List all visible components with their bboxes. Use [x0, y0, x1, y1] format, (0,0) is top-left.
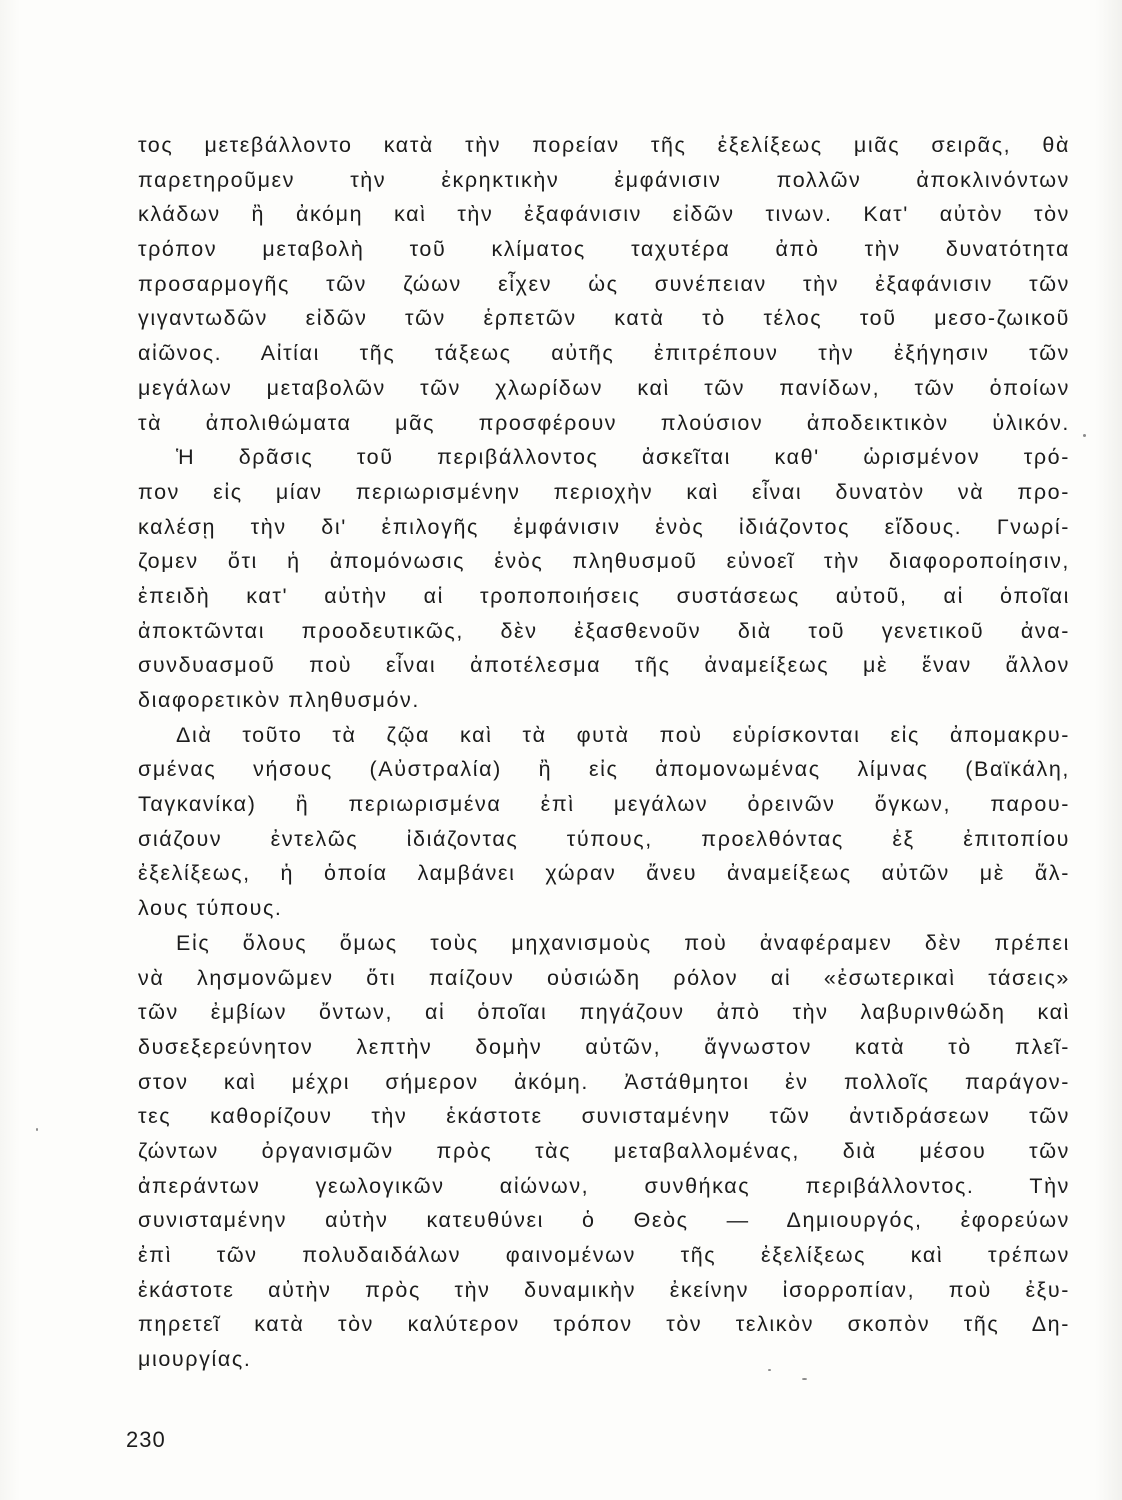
text-line: προσαρμογῆς τῶν ζώων εἶχεν ὡς συνέπειαν τὴν ἐξαφάνισιν τῶν: [138, 271, 1070, 296]
scan-speck: [768, 1369, 771, 1371]
text-line: πηρετεῖ κατὰ τὸν καλύτερον τρόπον τὸν τελικὸν σκοπὸν τῆς Δη-: [138, 1312, 1070, 1337]
scan-speck: [36, 1128, 38, 1131]
text-line: δυσεξερεύνητον λεπτὴν δομὴν αὐτῶν, ἄγνωστον κατὰ τὸ πλεῖ-: [138, 1034, 1070, 1059]
text-line: ζώντων ὀργανισμῶν πρὸς τὰς μεταβαλλομένας, διὰ μέσου τῶν: [138, 1138, 1070, 1163]
text-line: σμένας νήσους (Αὐστραλία) ἢ εἰς ἀπομονωμένας λίμνας (Βαϊκάλη,: [138, 757, 1070, 782]
paragraph-end-line: μιουργίας.: [138, 1347, 252, 1372]
text-line: αἰῶνος. Αἰτίαι τῆς τάξεως αὐτῆς ἐπιτρέπουν τὴν ἐξήγησιν τῶν: [138, 341, 1070, 366]
text-line: ἑκάστοτε αὐτὴν πρὸς τὴν δυναμικὴν ἐκείνην ἰσορροπίαν, ποὺ ἐξυ-: [138, 1277, 1070, 1302]
text-line: τῶν ἐμβίων ὄντων, αἱ ὁποῖαι πηγάζουν ἀπὸ τὴν λαβυρινθώδη καὶ: [138, 1000, 1070, 1025]
paragraph-end-line: λους τύπους.: [138, 896, 283, 921]
scan-speck: [802, 1378, 807, 1380]
text-line: κλάδων ἢ ἀκόμη καὶ τὴν ἐξαφάνισιν εἰδῶν τινων. Κατ' αὐτὸν τὸν: [138, 202, 1070, 227]
text-line: τρόπον μεταβολὴ τοῦ κλίματος ταχυτέρα ἀπὸ τὴν δυνατότητα: [138, 237, 1070, 262]
paragraph-start-line: Ἡ δρᾶσις τοῦ περιβάλλοντος ἀσκεῖται καθ' ὡρισμένον τρό-: [176, 445, 1070, 470]
body-text: [138, 128, 1070, 1377]
text-line: συνισταμένην αὐτὴν κατευθύνει ὁ Θεὸς — Δημιουργός, ἐφορεύων: [138, 1208, 1070, 1233]
text-line: ἀποκτῶνται προοδευτικῶς, δὲν ἐξασθενοῦν διὰ τοῦ γενετικοῦ ἀνα-: [138, 618, 1070, 643]
page-number: 230: [126, 1427, 166, 1452]
text-line: τες καθορίζουν τὴν ἑκάστοτε συνισταμένην τῶν ἀντιδράσεων τῶν: [138, 1104, 1070, 1129]
paragraph-start-line: Εἰς ὅλους ὅμως τοὺς μηχανισμοὺς ποὺ ἀναφέραμεν δὲν πρέπει: [176, 930, 1070, 955]
text-line: τος μετεβάλλοντο κατὰ τὴν πορείαν τῆς ἐξελίξεως μιᾶς σειρᾶς, θὰ: [138, 133, 1070, 157]
text-line: στον καὶ μέχρι σήμερον ἀκόμη. Ἀστάθμητοι ἐν πολλοῖς παράγον-: [138, 1069, 1070, 1094]
paragraph-start-line: Διὰ τοῦτο τὰ ζῷα καὶ τὰ φυτὰ ποὺ εὑρίσκονται εἰς ἀπομακρυ-: [176, 722, 1070, 747]
text-line: συνδυασμοῦ ποὺ εἶναι ἀποτέλεσμα τῆς ἀναμείξεως μὲ ἕναν ἄλλον: [138, 653, 1070, 678]
text-line: ἀπεράντων γεωλογικῶν αἰώνων, συνθήκας περιβάλλοντος. Τὴν: [138, 1173, 1070, 1198]
text-line: ἐπὶ τῶν πολυδαιδάλων φαινομένων τῆς ἐξελίξεως καὶ τρέπων: [138, 1243, 1070, 1267]
text-line: μεγάλων μεταβολῶν τῶν χλωρίδων καὶ τῶν πανίδων, τῶν ὁποίων: [138, 375, 1070, 400]
text-line: τὰ ἀπολιθώματα μᾶς προσφέρουν πλούσιον ἀποδεικτικὸν ὑλικόν.: [138, 410, 1070, 435]
text-line: γιγαντωδῶν εἰδῶν τῶν ἑρπετῶν κατὰ τὸ τέλος τοῦ μεσο-ζωικοῦ: [138, 306, 1070, 331]
text-line: καλέσῃ τὴν δι' ἐπιλογῆς ἐμφάνισιν ἑνὸς ἰδιάζοντος εἴδους. Γνωρί-: [138, 514, 1070, 539]
text-line: πον εἰς μίαν περιωρισμένην περιοχὴν καὶ εἶναι δυνατὸν νὰ προ-: [138, 479, 1070, 504]
text-line: ζομεν ὅτι ἡ ἀπομόνωσις ἑνὸς πληθυσμοῦ εὐνοεῖ τὴν διαφοροποίησιν,: [138, 549, 1070, 574]
text-line: παρετηροῦμεν τὴν ἐκρηκτικὴν ἐμφάνισιν πολλῶν ἀποκλινόντων: [138, 167, 1070, 192]
text-line: ἐξελίξεως, ἡ ὁποία λαμβάνει χώραν ἄνευ ἀναμείξεως αὐτῶν μὲ ἄλ-: [138, 861, 1070, 886]
paragraph-end-line: διαφορετικὸν πληθυσμόν.: [138, 688, 420, 712]
text-line: σιάζουν ἐντελῶς ἰδιάζοντας τύπους, προελθόντας ἐξ ἐπιτοπίου: [138, 826, 1070, 851]
scan-speck: [1083, 434, 1086, 437]
text-line: ἐπειδὴ κατ' αὐτὴν αἱ τροποποιήσεις συστάσεως αὐτοῦ, αἱ ὁποῖαι: [138, 583, 1070, 608]
text-line: Ταγκανίκα) ἢ περιωρισμένα ἐπὶ μεγάλων ὀρεινῶν ὄγκων, παρου-: [138, 792, 1070, 817]
text-line: νὰ λησμονῶμεν ὅτι παίζουν οὐσιώδη ρόλον αἱ «ἐσωτερικαὶ τάσεις»: [138, 965, 1070, 990]
